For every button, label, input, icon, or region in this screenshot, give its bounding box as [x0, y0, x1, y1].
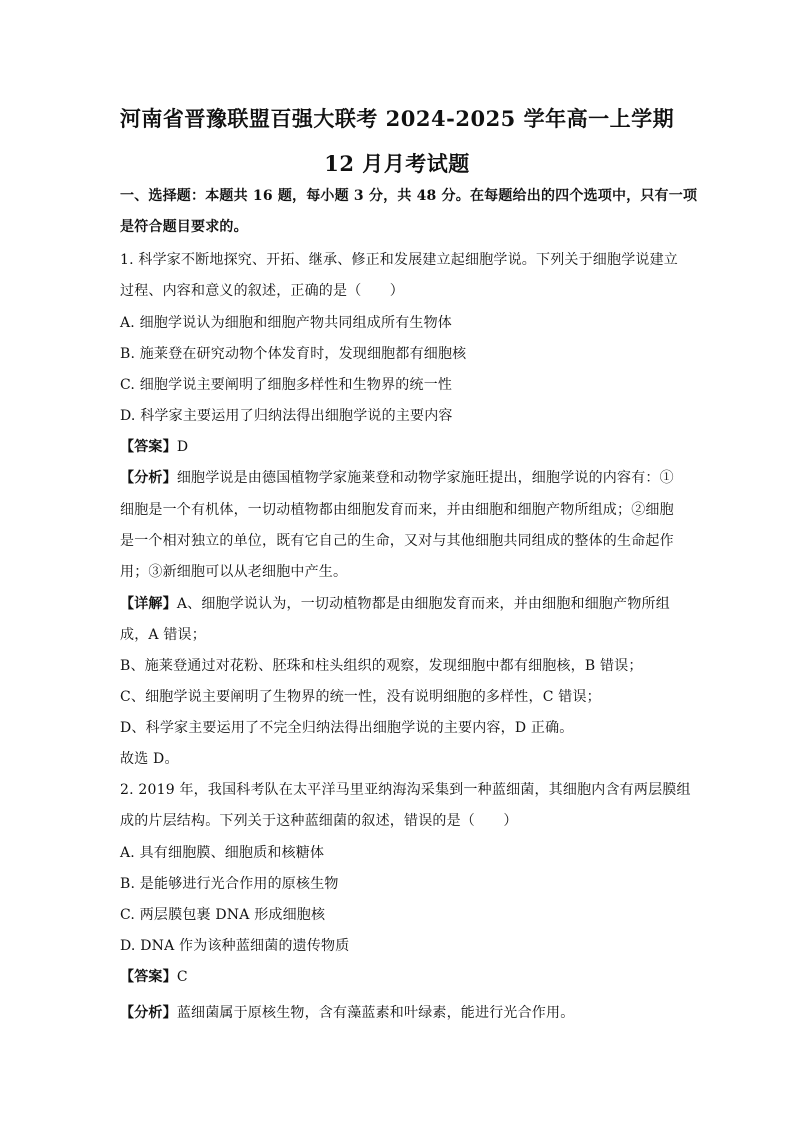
analysis-tag: 【分析】	[120, 1005, 177, 1021]
q2-analysis-line1	[120, 1002, 680, 1022]
analysis-tag: 【分析】	[120, 470, 177, 486]
analysis-text: 蓝细菌属于原核生物，含有藻蓝素和叶绿素，能进行光合作用。	[176, 1005, 575, 1021]
q1-detail-line3: B、施莱登通过对花粉、胚珠和柱头组织的观察，发现细胞中都有细胞核，B 错误；	[120, 658, 643, 674]
q1-answer	[120, 436, 680, 456]
q1-option-c: C. 细胞学说主要阐明了细胞多样性和生物界的统一性	[120, 377, 453, 393]
q2-stem-line2: 成的片层结构。下列关于这种蓝细菌的叙述，错误的是（ ）	[120, 813, 518, 829]
q1-detail-line2: 成，A 错误；	[120, 627, 206, 643]
answer-value: C	[176, 969, 188, 985]
q1-stem-line1: 1. 科学家不断地探究、开拓、继承、修正和发展建立起细胞学说。下列关于细胞学说建立	[120, 252, 679, 268]
q1-option-b: B. 施莱登在研究动物个体发育时，发现细胞都有细胞核	[120, 346, 467, 362]
q1-option-d: D. 科学家主要运用了归纳法得出细胞学说的主要内容	[120, 408, 453, 424]
q2-answer	[120, 966, 680, 986]
q1-stem-line2: 过程、内容和意义的叙述，正确的是（ ）	[120, 283, 404, 299]
detail-tag: 【详解】	[120, 596, 177, 612]
q2-option-c: C. 两层膜包裹 DNA 形成细胞核	[120, 907, 326, 923]
answer-tag: 【答案】	[120, 969, 177, 985]
q1-detail-line5: D、科学家主要运用了不完全归纳法得出细胞学说的主要内容，D 正确。	[120, 720, 574, 736]
q1-option-a: A. 细胞学说认为细胞和细胞产物共同组成所有生物体	[120, 315, 453, 331]
analysis-text: 细胞学说是由德国植物学家施莱登和动物学家施旺提出，细胞学说的内容有：①	[176, 470, 674, 486]
q1-conclusion: 故选 D。	[120, 751, 179, 767]
q1-detail-line4: C、细胞学说主要阐明了生物界的统一性，没有说明细胞的多样性，C 错误；	[120, 689, 601, 705]
q1-detail-line1	[120, 593, 680, 613]
q1-analysis-line1	[120, 467, 680, 487]
section-instructions-line2: 是符合题目要求的。	[120, 219, 248, 235]
q2-option-d: D. DNA 作为该种蓝细菌的遗传物质	[120, 938, 350, 954]
answer-tag: 【答案】	[120, 439, 177, 455]
q1-analysis-line4: 用；③新细胞可以从老细胞中产生。	[120, 564, 348, 580]
answer-value: D	[176, 439, 189, 455]
q1-analysis-line3: 是一个相对独立的单位，既有它自己的生命，又对与其他细胞共同组成的整体的生命起作	[120, 533, 674, 549]
q2-option-a: A. 具有细胞膜、细胞质和核糖体	[120, 845, 325, 861]
detail-text: A、细胞学说认为，一切动植物都是由细胞发育而来，并由细胞和细胞产物所组	[176, 596, 670, 612]
document-title-line1: 河南省晋豫联盟百强大联考 2024-2025 学年高一上学期	[119, 106, 675, 131]
q2-stem-line1: 2. 2019 年，我国科考队在太平洋马里亚纳海沟采集到一种蓝细菌，其细胞内含有两层膜组	[120, 782, 691, 798]
section-instructions-line1: 一、选择题：本题共 16 题，每小题 3 分，共 48 分。在每题给出的四个选项中，只有一项	[120, 188, 698, 204]
q1-analysis-line2: 细胞是一个有机体，一切动植物都由细胞发育而来，并由细胞和细胞产物所组成；②细胞	[120, 502, 674, 518]
document-title-line2: 12 月月考试题	[324, 151, 470, 176]
q2-option-b: B. 是能够进行光合作用的原核生物	[120, 876, 339, 892]
